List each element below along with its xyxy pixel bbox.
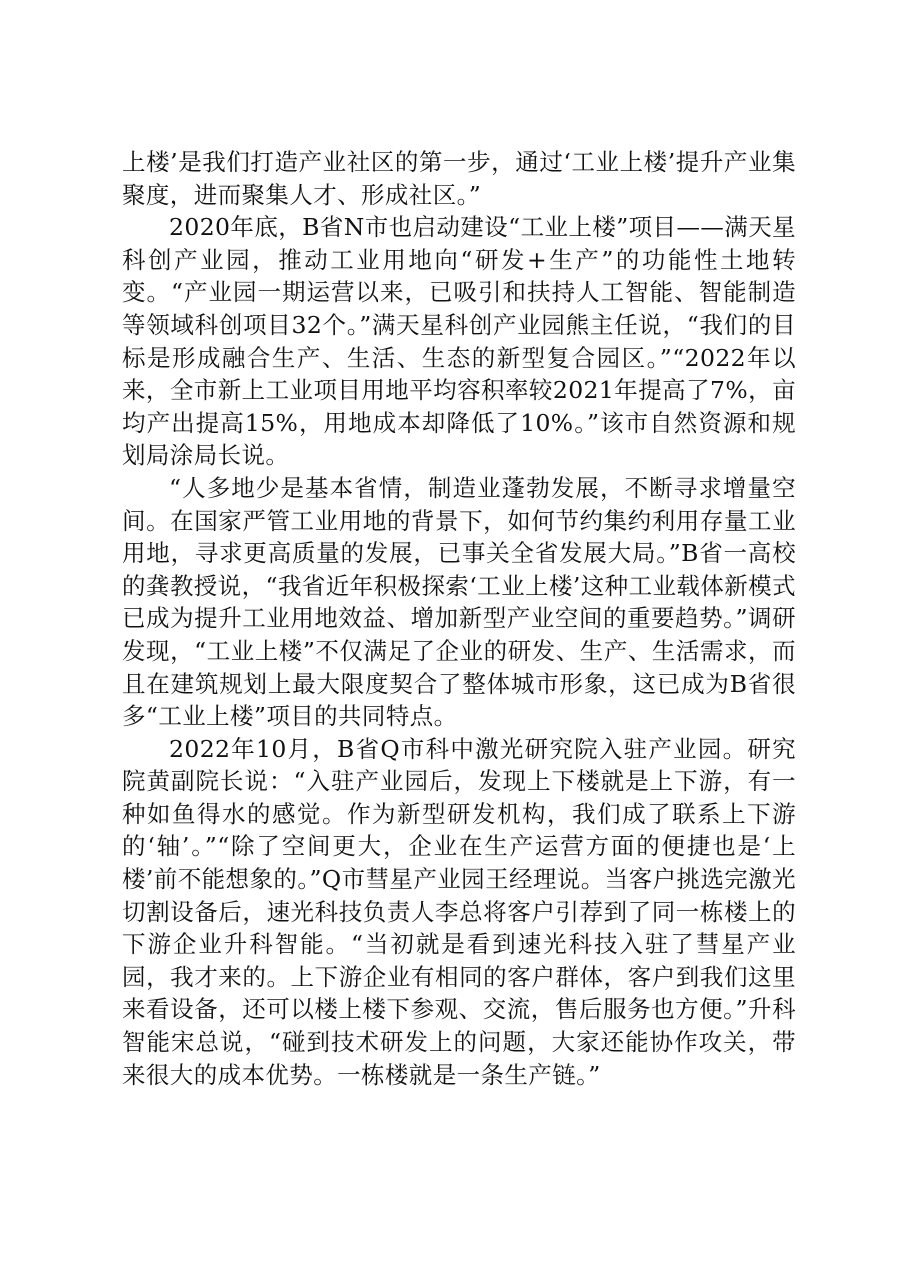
paragraph-4: 2022年10月，B省Q市科中激光研究院入驻产业园。研究院黄副院长说：“入驻产业园后，发现上下楼就是上下游，有一种如鱼得水的感觉。作为新型研发机构，我们成了联系上下游的‘轴’。”“除了空间更大，企业在生产运营方面的便捷也是‘上楼’前不能想象的。”Q市彗星产业园王经理说。当客户挑选完激光切割设备后，速光科技负责人李总将客户引荐到了同一栋楼上的下游企业升科智能。“当初就是看到速光科技入驻了彗星产业园，我才来的。上下游企业有相同的客户群体，客户到我们这里来看设备，还可以楼上楼下参观、交流，售后服务也方便。”升科智能宋总说，“碰到技术研发上的问题，大家还能协作攻关，带来很大的成本优势。一栋楼就是一条生产链。”: [122, 734, 796, 1089]
paragraph-2: 2020年底，B省N市也启动建设“工业上楼”项目——满天星科创产业园，推动工业用地向“研发+生产”的功能性土地转变。“产业园一期运营以来，已吸引和扶持人工智能、智能制造等领域科创项目32个。”满天星科创产业园熊主任说，“我们的目标是形成融合生产、生活、生态的新型复合园区。”“2022年以来，全市新上工业项目用地平均容积率较2021年提高了7%，亩均产出提高15%，用地成本却降低了10%。”该市自然资源和规划局涂局长说。: [122, 213, 796, 470]
paragraph-3: “人多地少是基本省情，制造业蓬勃发展，不断寻求增量空间。在国家严管工业用地的背景下，如何节约集约利用存量工业用地，寻求更高质量的发展，已事关全省发展大局。”B省一高校的龚教授说，“我省近年积极探索‘工业上楼’这种工业载体新模式已成为提升工业用地效益、增加新型产业空间的重要趋势。”调研发现，“工业上楼”不仅满足了企业的研发、生产、生活需求，而且在建筑规划上最大限度契合了整体城市形象，这已成为B省很多“工业上楼”项目的共同特点。: [122, 473, 796, 731]
paragraph-1: 上楼’是我们打造产业社区的第一步，通过‘工业上楼’提升产业集聚度，进而聚集人才、形成社区。”: [122, 148, 796, 209]
document-body: [122, 146, 796, 1091]
